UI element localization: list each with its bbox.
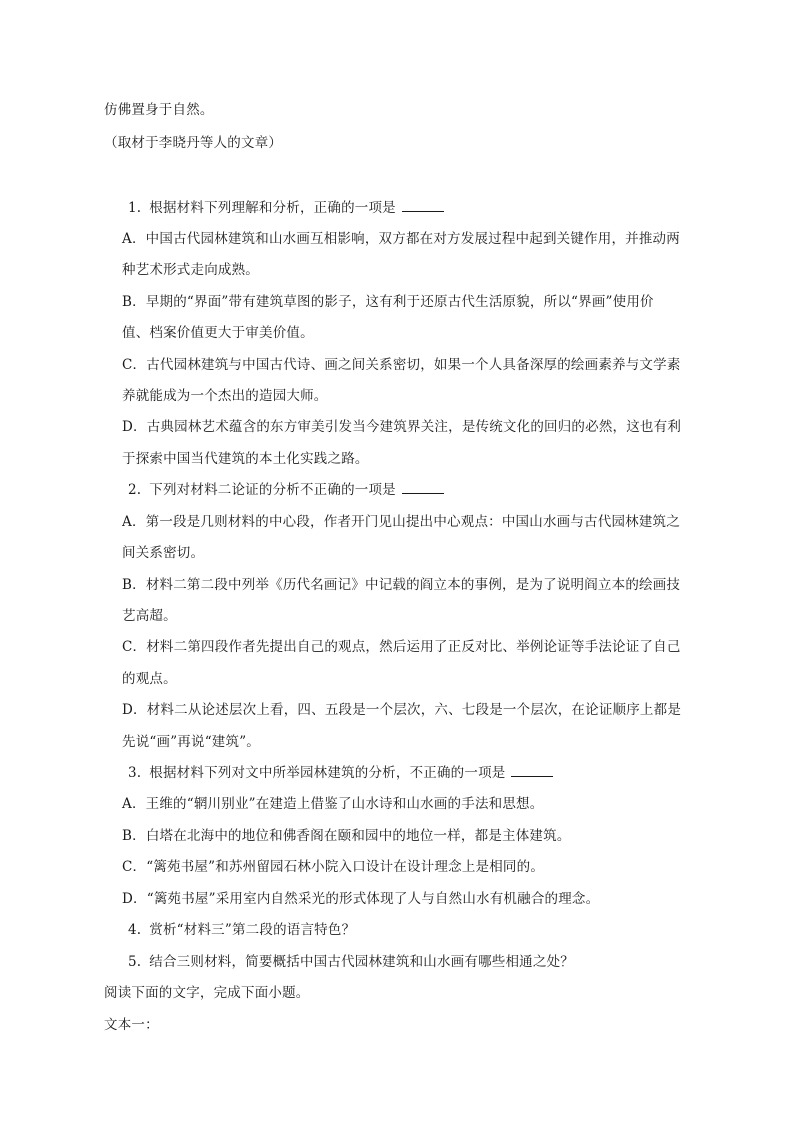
option-b: B．材料二第二段中列举《历代名画记》中记载的阎立本的事例，是为了说明阎立本的绘画技 — [122, 577, 681, 593]
option-a: A．第一段是几则材料的中心段，作者开门见山提出中心观点：中国山水画与古代园林建筑之 — [122, 514, 680, 530]
answer-blank — [511, 764, 553, 777]
question-stem: 根据材料下列对文中所举园林建筑的分析，不正确的一项是 — [149, 765, 506, 781]
option-a-cont: 种艺术形式走向成熟。 — [122, 262, 259, 278]
question-stem: 赏析“材料三”第二段的语言特色？ — [149, 922, 356, 938]
answer-blank — [402, 199, 444, 212]
intro-line: 仿佛置身于自然。 — [104, 102, 214, 118]
question-2 — [128, 480, 444, 500]
option-a: A．王维的“辋川别业”在建造上借鉴了山水诗和山水画的手法和思想。 — [122, 796, 544, 812]
option-d: D．古典园林艺术蕴含的东方审美引发当今建筑界关注，是传统文化的回归的必然，这也有利 — [122, 419, 682, 435]
option-b: B．白塔在北海中的地位和佛香阁在颐和园中的地位一样，都是主体建筑。 — [122, 828, 571, 844]
option-b-cont: 值、档案价值更大于审美价值。 — [122, 325, 314, 341]
option-c: C．材料二第四段作者先提出自己的观点，然后运用了正反对比、举例论证等手法论证了自己 — [122, 639, 681, 655]
option-a-cont: 间关系密切。 — [122, 545, 205, 561]
option-a: A．中国古代园林建筑和山水画互相影响，双方都在对方发展过程中起到关键作用，并推动两 — [122, 231, 680, 247]
option-d-cont: 于探索中国当代建筑的本土化实践之路。 — [122, 451, 369, 467]
option-c: C．古代园林建筑与中国古代诗、画之间关系密切，如果一个人具备深厚的绘画素养与文学素 — [122, 357, 681, 373]
question-number: 1. — [128, 200, 142, 216]
answer-blank — [402, 481, 444, 494]
question-1 — [128, 198, 444, 218]
option-b-cont: 艺高超。 — [122, 608, 177, 624]
option-b: B．早期的“界面”带有建筑草图的影子，这有利于还原古代生活原貌，所以“界画”使用价 — [122, 294, 654, 310]
text-label: 文本一： — [104, 1017, 159, 1033]
option-c-cont: 养就能成为一个杰出的造园大师。 — [122, 388, 328, 404]
option-c-cont: 的观点。 — [122, 671, 177, 687]
option-d: D．“篱苑书屋”采用室内自然采光的形式体现了人与自然山水有机融合的理念。 — [122, 891, 600, 907]
question-number: 4. — [128, 922, 142, 938]
question-stem: 下列对材料二论证的分析不正确的一项是 — [149, 482, 396, 498]
question-3 — [128, 763, 553, 783]
reading-instruction: 阅读下面的文字，完成下面小题。 — [104, 985, 310, 1001]
question-number: 3. — [128, 765, 142, 781]
source-citation: （取材于李晓丹等人的文章） — [104, 135, 283, 151]
option-c: C．“篱苑书屋”和苏州留园石林小院入口设计在设计理念上是相同的。 — [122, 859, 545, 875]
question-number: 2. — [128, 482, 142, 498]
question-5 — [128, 952, 574, 972]
option-d: D．材料二从论述层次上看，四、五段是一个层次，六、七段是一个层次，在论证顺序上都是 — [122, 702, 682, 718]
question-stem: 结合三则材料，简要概括中国古代园林建筑和山水画有哪些相通之处？ — [149, 954, 574, 970]
question-4 — [128, 920, 355, 940]
option-d-cont: 先说“画”再说“建筑”。 — [122, 734, 261, 750]
question-number: 5. — [128, 954, 142, 970]
question-stem: 根据材料下列理解和分析，正确的一项是 — [149, 200, 396, 216]
